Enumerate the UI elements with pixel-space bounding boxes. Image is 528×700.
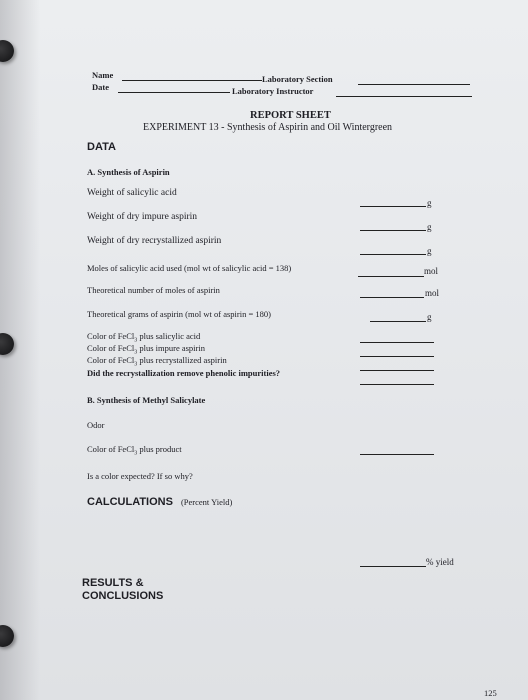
page-number: 125 bbox=[484, 688, 497, 698]
fecl3-product-line[interactable] bbox=[360, 454, 434, 455]
phenolic-question-label: Did the recrystallization remove phenolic impurities? bbox=[87, 368, 281, 378]
percent-yield-unit: % yield bbox=[426, 557, 454, 567]
fecl3-recryst-line[interactable] bbox=[360, 370, 434, 371]
weight-recryst-unit: g bbox=[427, 246, 432, 256]
calculations-note: (Percent Yield) bbox=[180, 497, 233, 507]
fecl3-product-label: Color of FeCl$_3$ plus product bbox=[87, 444, 182, 457]
report-sheet-title: REPORT SHEET bbox=[250, 110, 331, 121]
fecl3-impure-line[interactable] bbox=[360, 356, 434, 357]
moles-salicylic-unit: mol bbox=[424, 266, 439, 276]
theoretical-grams-label: Theoretical grams of aspirin (mol wt of aspirin = 180) bbox=[87, 309, 271, 319]
fecl3-impure-label: Color of FeCl$_3$ plus impure aspirin bbox=[87, 343, 205, 356]
results-heading-line2: CONCLUSIONS bbox=[82, 590, 164, 602]
odor-label: Odor bbox=[87, 420, 105, 430]
phenolic-question-line[interactable] bbox=[360, 384, 434, 385]
calculations-heading bbox=[87, 492, 232, 510]
fecl3-salicylic-label: Color of FeCl$_3$ plus salicylic acid bbox=[87, 331, 201, 344]
date-line[interactable] bbox=[118, 92, 230, 93]
lab-instructor-line[interactable] bbox=[336, 96, 472, 97]
section-a-heading: A. Synthesis of Aspirin bbox=[87, 167, 170, 177]
weight-impure-unit: g bbox=[427, 222, 432, 232]
moles-salicylic-label: Moles of salicylic acid used (mol wt of salicylic acid = 138) bbox=[87, 263, 292, 273]
weight-impure-label: Weight of dry impure aspirin bbox=[87, 212, 198, 222]
lab-section-label: Laboratory Section bbox=[262, 74, 333, 84]
fecl3-salicylic-line[interactable] bbox=[360, 342, 434, 343]
lab-section-line[interactable] bbox=[358, 84, 470, 85]
lab-instructor-label: Laboratory Instructor bbox=[232, 86, 314, 96]
weight-salicylic-line[interactable] bbox=[360, 206, 426, 207]
theoretical-moles-unit: mol bbox=[425, 288, 440, 298]
name-line[interactable] bbox=[122, 80, 262, 81]
color-expected-question: Is a color expected? If so why? bbox=[87, 471, 193, 481]
theoretical-moles-line[interactable] bbox=[360, 297, 424, 298]
weight-recryst-line[interactable] bbox=[360, 254, 426, 255]
results-heading-line1: RESULTS & bbox=[82, 577, 144, 589]
theoretical-moles-label: Theoretical number of moles of aspirin bbox=[87, 285, 220, 295]
date-label: Date bbox=[92, 82, 109, 92]
name-label: Name bbox=[92, 70, 114, 80]
weight-recryst-label: Weight of dry recrystallized aspirin bbox=[87, 236, 222, 246]
section-b-heading: B. Synthesis of Methyl Salicylate bbox=[87, 395, 206, 405]
theoretical-grams-line[interactable] bbox=[370, 321, 426, 322]
calculations-title: CALCULATIONS bbox=[87, 496, 173, 508]
percent-yield-line[interactable] bbox=[360, 566, 426, 567]
weight-salicylic-label: Weight of salicylic acid bbox=[87, 188, 177, 198]
moles-salicylic-line[interactable] bbox=[358, 276, 424, 277]
weight-salicylic-unit: g bbox=[427, 198, 432, 208]
weight-impure-line[interactable] bbox=[360, 230, 426, 231]
experiment-title: EXPERIMENT 13 - Synthesis of Aspirin and Oil Wintergreen bbox=[143, 122, 393, 133]
fecl3-recryst-label: Color of FeCl$_3$ plus recrystallized aspirin bbox=[87, 355, 227, 368]
data-heading: DATA bbox=[87, 141, 116, 153]
theoretical-grams-unit: g bbox=[427, 312, 432, 322]
